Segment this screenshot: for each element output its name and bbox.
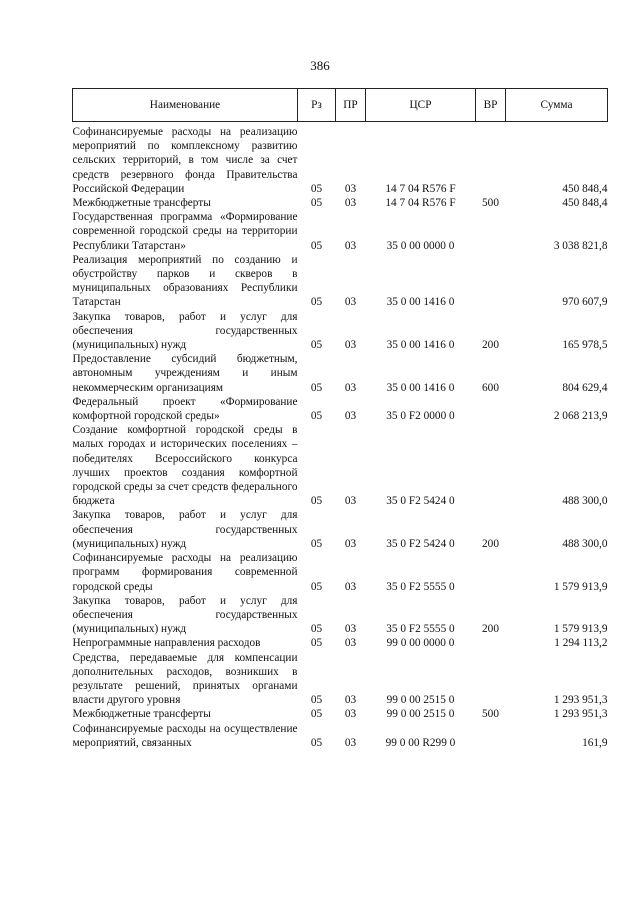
row-pr: 03: [344, 623, 357, 636]
row-csr: 35 0 00 1416 0: [386, 296, 455, 309]
row-rz: 05: [310, 495, 323, 508]
table-row: [73, 722, 608, 750]
row-vr: [476, 651, 506, 708]
row-rz: 05: [310, 381, 323, 394]
row-pr: 03: [344, 637, 357, 650]
row-vr: 500: [482, 197, 499, 210]
row-csr: 99 0 00 2515 0: [386, 708, 455, 721]
row-sum: 450 848,4: [562, 182, 608, 195]
row-pr: 03: [344, 296, 357, 309]
row-name: Софинансируемые расходы на реализацию мероприятий по комплексному развитию сельских территорий, в том числе за счет средств резервного фонда Правительства Российской Федерации: [72, 126, 298, 195]
header-name: Наименование: [73, 89, 298, 122]
row-csr: 35 0 00 1416 0: [386, 381, 455, 394]
row-name: Софинансируемые расходы на реализацию программ формирования современной городской среды: [72, 552, 298, 593]
row-name: Софинансируемые расходы на осуществление мероприятий, связанных: [72, 722, 298, 749]
row-name: Предоставление субсидий бюджетным, автономным учреждениям и иным некоммерческим организациям: [72, 353, 298, 394]
row-csr: 14 7 04 R576 F: [385, 182, 456, 195]
row-sum: 488 300,0: [562, 495, 608, 508]
row-csr: 35 0 00 1416 0: [386, 339, 455, 352]
row-csr: 99 0 00 2515 0: [386, 694, 455, 707]
row-rz: 05: [310, 736, 323, 749]
table-row: [73, 707, 608, 721]
row-name: Федеральный проект «Формирование комфортной городской среды»: [72, 395, 298, 423]
row-pr: 03: [344, 410, 357, 423]
row-vr: [476, 122, 506, 197]
row-csr: 35 0 F2 5555 0: [386, 580, 455, 593]
row-csr: 35 0 F2 0000 0: [386, 410, 455, 423]
row-sum: 1 293 951,3: [553, 708, 608, 721]
row-rz: 05: [310, 182, 323, 195]
row-vr: [476, 210, 506, 253]
row-pr: 03: [344, 182, 357, 195]
row-csr: 35 0 F2 5424 0: [386, 537, 455, 550]
row-pr: 03: [344, 197, 357, 210]
row-rz: 05: [310, 239, 323, 252]
row-csr: 99 0 00 R299 0: [385, 736, 456, 749]
header-csr: ЦСР: [366, 89, 476, 122]
header-pr: ПР: [336, 89, 366, 122]
table-row: [73, 636, 608, 650]
row-rz: 05: [310, 708, 323, 721]
table-row: [73, 352, 608, 395]
row-pr: 03: [344, 495, 357, 508]
row-rz: 05: [310, 537, 323, 550]
row-sum: 1 293 951,3: [553, 694, 608, 707]
row-vr: [476, 636, 506, 650]
table-row: [73, 122, 608, 197]
row-name: Межбюджетные трансферты: [72, 708, 211, 721]
row-name: Создание комфортной городской среды в малых городах и исторических поселениях – победителях Всероссийского конкурса лучших проектов создания комфортной городской среды за счет средств федерального бюджета: [72, 424, 298, 508]
row-pr: 03: [344, 580, 357, 593]
row-vr: [476, 423, 506, 508]
row-sum: 970 607,9: [562, 296, 608, 309]
row-pr: 03: [344, 694, 357, 707]
row-sum: 161,9: [582, 736, 608, 749]
row-pr: 03: [344, 381, 357, 394]
table-row: [73, 551, 608, 594]
row-name: Закупка товаров, работ и услуг для обеспечения государственных (муниципальных) нужд: [72, 310, 298, 352]
row-csr: 14 7 04 R576 F: [385, 197, 456, 210]
row-rz: 05: [310, 296, 323, 309]
row-csr: 99 0 00 0000 0: [386, 637, 455, 650]
row-pr: 03: [344, 708, 357, 721]
row-sum: 1 294 113,2: [554, 637, 608, 650]
row-vr: 200: [482, 623, 499, 636]
row-name: Непрограммные направления расходов: [72, 637, 261, 650]
row-pr: 03: [344, 239, 357, 252]
row-rz: 05: [310, 339, 323, 352]
table-row: [73, 253, 608, 310]
row-rz: 05: [310, 694, 323, 707]
table-row: [73, 594, 608, 637]
table-row: [73, 310, 608, 353]
row-pr: 03: [344, 537, 357, 550]
row-rz: 05: [310, 637, 323, 650]
table-row: [73, 508, 608, 551]
row-sum: 804 629,4: [562, 381, 608, 394]
row-rz: 05: [310, 197, 323, 210]
page-number: 386: [310, 58, 330, 73]
row-vr: [476, 551, 506, 594]
row-name: Средства, передаваемые для компенсации дополнительных расходов, возникших в результате решений, принятых органами власти другого уровня: [72, 651, 298, 707]
row-vr: [476, 395, 506, 423]
row-pr: 03: [344, 736, 357, 749]
table-row: [73, 395, 608, 423]
row-sum: 165 978,5: [562, 339, 608, 352]
row-vr: [476, 722, 506, 750]
row-name: Реализация мероприятий по созданию и обустройству парков и скверов в муниципальных образованиях Республики Татарстан: [72, 253, 298, 309]
table-header-row: [73, 89, 608, 122]
row-rz: 05: [310, 580, 323, 593]
table-row: [73, 210, 608, 253]
row-csr: 35 0 00 0000 0: [386, 239, 455, 252]
row-vr: 200: [482, 339, 499, 352]
row-sum: 3 038 821,8: [553, 239, 608, 252]
header-vr: ВР: [476, 89, 506, 122]
row-vr: 200: [482, 537, 499, 550]
table-row: [73, 196, 608, 210]
row-rz: 05: [310, 623, 323, 636]
row-vr: [476, 253, 506, 310]
table-row: [73, 423, 608, 508]
row-name: Межбюджетные трансферты: [72, 197, 211, 210]
row-name: Закупка товаров, работ и услуг для обеспечения государственных (муниципальных) нужд: [72, 509, 298, 550]
row-csr: 35 0 F2 5555 0: [386, 623, 455, 636]
row-sum: 2 068 213,9: [553, 410, 608, 423]
row-vr: 500: [482, 708, 499, 721]
header-sum: Сумма: [506, 89, 608, 122]
row-sum: 1 579 913,9: [553, 623, 608, 636]
row-vr: 600: [482, 381, 499, 394]
row-name: Закупка товаров, работ и услуг для обеспечения государственных (муниципальных) нужд: [72, 594, 298, 636]
row-sum: 1 579 913,9: [553, 580, 608, 593]
budget-table: [72, 88, 608, 750]
row-rz: 05: [310, 410, 323, 423]
row-csr: 35 0 F2 5424 0: [386, 495, 455, 508]
row-sum: 450 848,4: [562, 197, 608, 210]
row-name: Государственная программа «Формирование современной городской среды на территории Республики Татарстан»: [72, 211, 298, 252]
table-row: [73, 651, 608, 708]
row-sum: 488 300,0: [562, 537, 608, 550]
header-rz: Рз: [298, 89, 336, 122]
row-pr: 03: [344, 339, 357, 352]
